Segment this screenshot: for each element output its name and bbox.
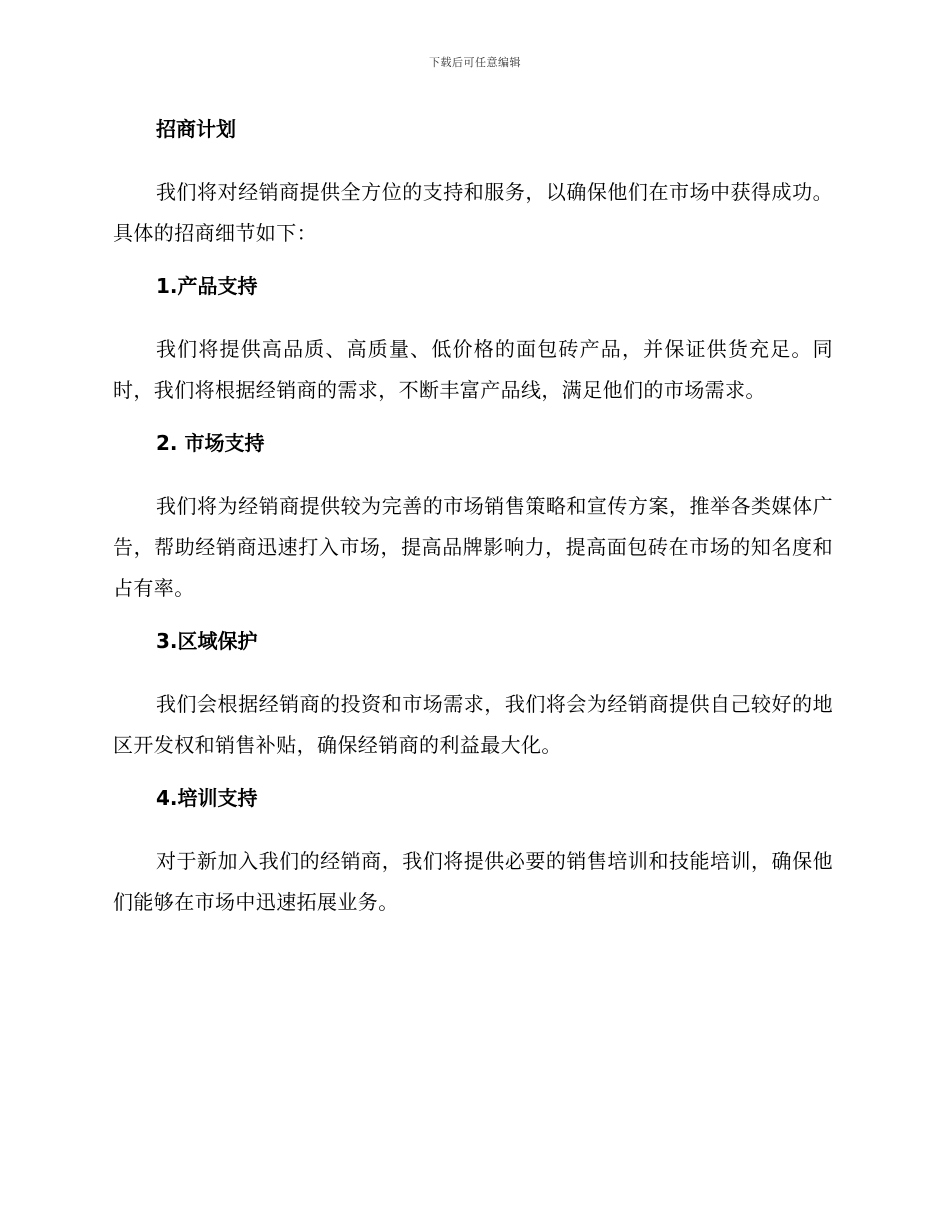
document-title: 招商计划 <box>156 117 236 141</box>
section-heading-region-protection: 3.区域保护 <box>156 629 258 653</box>
intro-paragraph: 我们将对经销商提供全方位的支持和服务，以确保他们在市场中获得成功。具体的招商细节如下： <box>113 180 833 245</box>
section-body-region-protection: 我们会根据经销商的投资和市场需求，我们将会为经销商提供自己较好的地区开发权和销售补贴，确保经销商的利益最大化。 <box>113 692 833 757</box>
section-body-training-support: 对于新加入我们的经销商，我们将提供必要的销售培训和技能培训，确保他们能够在市场中迅速拓展业务。 <box>113 849 833 914</box>
section-body-market-support: 我们将为经销商提供较为完善的市场销售策略和宣传方案，推举各类媒体广告，帮助经销商迅速打入市场，提高品牌影响力，提高面包砖在市场的知名度和占有率。 <box>113 494 833 600</box>
section-body-product-support: 我们将提供高品质、高质量、低价格的面包砖产品，并保证供货充足。同时，我们将根据经销商的需求，不断丰富产品线，满足他们的市场需求。 <box>113 337 833 402</box>
header-note: 下载后可任意编辑 <box>429 56 521 69</box>
section-heading-market-support: 2. 市场支持 <box>156 431 265 455</box>
document-content <box>113 112 833 938</box>
section-heading-product-support: 1.产品支持 <box>156 274 258 298</box>
section-heading-training-support: 4.培训支持 <box>156 786 258 810</box>
